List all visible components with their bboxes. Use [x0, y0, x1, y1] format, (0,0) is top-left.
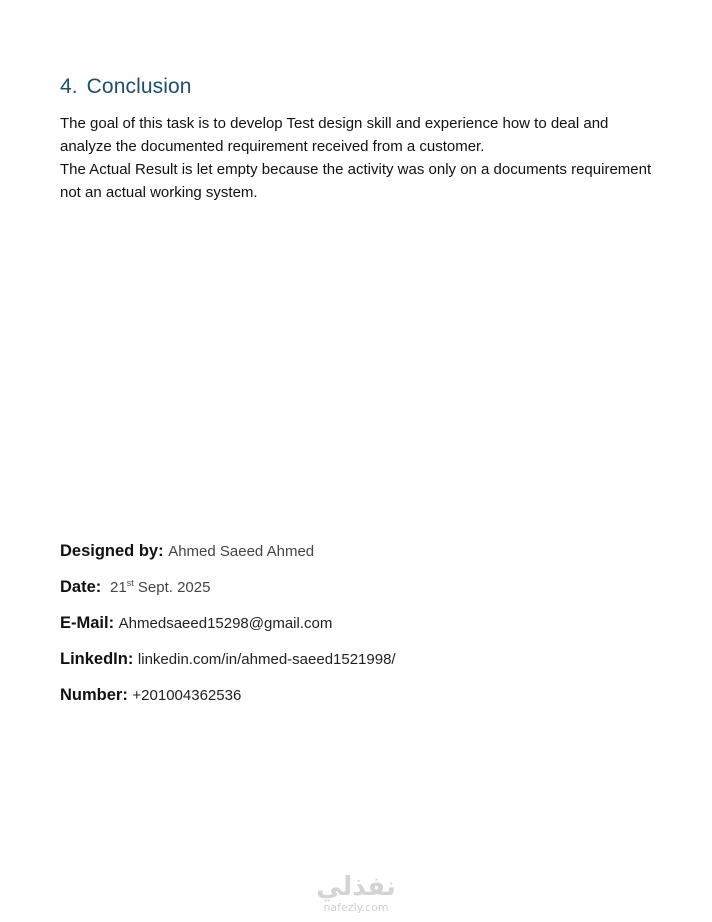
number-value: +201004362536 — [132, 687, 242, 704]
linkedin-label: LinkedIn: — [60, 650, 138, 668]
number-row — [60, 683, 680, 719]
date-day: 21 — [110, 579, 127, 596]
watermark-arabic: نفذلي — [316, 872, 396, 902]
section-heading — [60, 75, 192, 99]
date-rest: Sept. 2025 — [137, 579, 211, 596]
watermark-latin: nafezly.com — [323, 901, 389, 914]
date-suffix: st — [126, 578, 134, 588]
email-row — [60, 611, 680, 647]
date-row — [60, 575, 680, 611]
designed-by-label: Designed by: — [60, 542, 169, 560]
email-value[interactable]: Ahmedsaeed15298@gmail.com — [118, 615, 333, 632]
conclusion-paragraph-2: The Actual Result is let empty because the activity was only on a documents requirement not an actual working system. — [60, 161, 652, 201]
section-title: Conclusion — [86, 75, 192, 98]
number-label: Number: — [60, 686, 133, 704]
author-info — [60, 539, 680, 719]
date-label: Date: — [60, 578, 106, 596]
designed-by-row — [60, 539, 680, 575]
linkedin-row — [60, 647, 680, 683]
section-number: 4. — [60, 75, 78, 98]
linkedin-value[interactable]: linkedin.com/in/ahmed-saeed1521998/ — [137, 651, 396, 668]
email-label: E-Mail: — [60, 614, 119, 632]
watermark-logo — [308, 872, 404, 914]
designed-by-value: Ahmed Saeed Ahmed — [168, 543, 315, 560]
conclusion-paragraph-1: The goal of this task is to develop Test design skill and experience how to deal and analyze the documented requirement received from a customer. — [60, 115, 609, 155]
conclusion-body — [60, 112, 660, 204]
date-value — [106, 579, 211, 596]
